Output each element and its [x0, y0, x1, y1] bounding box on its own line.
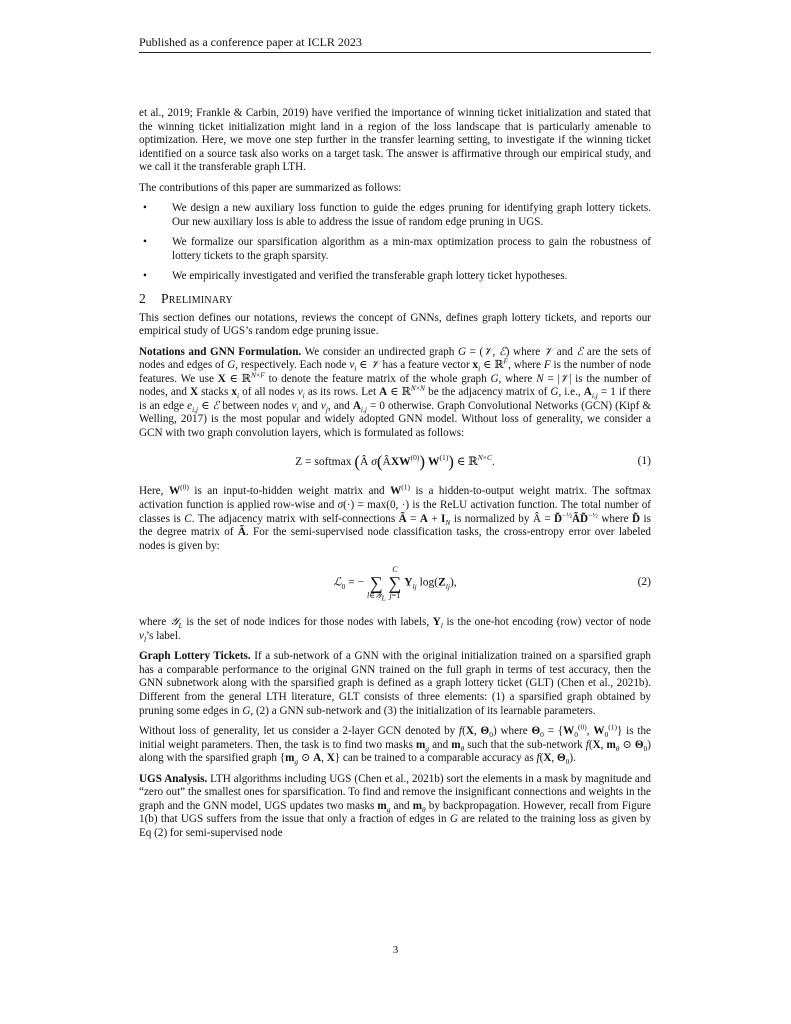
list-item-text: We design a new auxiliary loss function to guide the edges pruning for identifying graph lottery tickets. Our new auxiliary loss is able to address the issue of random edge pruning in UGS.: [172, 202, 651, 228]
section-number: 2: [139, 291, 146, 307]
page-number: 3: [392, 944, 399, 956]
contributions-list: [139, 202, 651, 284]
equation-number: (2): [637, 576, 651, 589]
equation-2-explanation: where 𝒴$_L$ is the set of node indices for those nodes with labels, $Y_l$ is the one-hot encoding (row) vector of node $v_l’s$ label.: [139, 616, 651, 644]
list-item-text: We formalize our sparsification algorithm as a min-max optimization process to gain the robustness of lottery tickets to the graph sparsity.: [172, 236, 651, 262]
glt-task-paragraph: Without loss of generality, let us consider a 2-layer GCN denoted by f(X, $\Theta_0$) where $\Theta_0 = \{W_0^{(0)}$, $W_0^{(1)}$} is the initial weight parameters. Then, the task is to find two masks $m_g$ and $m_\theta$ such that the sub-network f(X, $m_\theta$ ⊙ $\Theta_0$) along with the sparsified graph {$m_g$ ⊙ A, X} can be trained to a comparable accuracy as f(X, $\Theta_0$).: [139, 722, 652, 767]
paragraph-heading: UGS Analysis.: [139, 772, 208, 785]
notations-paragraph: Notations and GNN Formulation. We consider an undirected graph G = (𝒱, ℰ) where 𝒱 and ℰ are the sets of nodes and edges of G, respectively. Each node $v_i$ ∈ 𝒱 has a feature vector $x_i$ ∈ ℝ$^F$, where F is the number of node features. We use X ∈ ℝ$^{N\times F}$ to denote the feature matrix of the whole graph G, where N = |𝒱| is the number of nodes, and X stacks $x_i$ of all nodes $v_i$ as its rows. Let A ∈ ℝ$^{N\times N}$ be the adjacency matrix of G, i.e., $A_{i,j} = 1$ if there is an edge $e_{i,j}$ ∈ ℰ between nodes $v_i$ and $v_j$, and $A_{i,j} = 0$ otherwise. Graph Convolutional Networks (GCN) (Kipf & Welling, 2017) is the most popular and widely adopted GNN model. Without loss of generality, we consider a GCN with two graph convolution layers, which is formulated as follows:: [139, 345, 651, 439]
paragraph-heading: Notations and GNN Formulation.: [139, 345, 302, 358]
section-title: Preliminary: [161, 291, 233, 307]
page-body: [139, 107, 651, 847]
equation-1-explanation: Here, $W^{(0)}$ is an input-to-hidden weight matrix and $W^{(1)}$ is a hidden-to-output weight matrix. The softmax activation function is applied row-wise and σ(·) = max(0, ·) is the ReLU activation function. The total number of classes is C. The adjacency matrix with self-connections Ã = $A + I_N$ is normalized by Â = D̃$^{-\frac{1}{2}}$ÃD̃$^{-\frac{1}{2}}$ where D̃ is the degree matrix of Ã. For the semi-supervised node classification tasks, the cross-entropy error over labeled nodes is given by:: [139, 482, 652, 552]
section-heading: [139, 292, 651, 306]
list-item: [139, 236, 651, 263]
equation-number: (1): [637, 455, 651, 468]
bullet-icon: •: [143, 236, 147, 249]
list-item-text: We empirically investigated and verified the transferable graph lottery ticket hypotheses.: [172, 270, 568, 283]
equation-2: [139, 560, 651, 608]
running-header: Published as a conference paper at ICLR 2023: [139, 35, 362, 49]
ugs-paragraph: UGS Analysis. LTH algorithms including UGS (Chen et al., 2021b) sort the elements in a mask by magnitude and “zero out” the smallest ones for sparsification. To find and remove the insignificant connections and weights in the graph and the GNN model, UGS updates two masks $m_g$ and $m_\theta$ by backpropagation. However, recall from Figure 1(b) that UGS suffers from the issue that only a fraction of edges in G are related to the training loss as given by Eq (2) for semi-supervised node: [139, 772, 651, 839]
contributions-lead: The contributions of this paper are summarized as follows:: [139, 181, 402, 194]
equation-2-math: ℒ$_0$ = − ∑ l∈𝒴$_L$ C ∑ j=1 $Y_{lj}$ $\log(Z_{lj})$,: [333, 565, 457, 603]
intro-paragraph: et al., 2019; Frankle & Carbin, 2019) have verified the importance of winning ticket initialization and stated that the winning ticket initialization might land in a region of the loss landscape that is particularly amenable to optimization. Here, we move one step further in the transfer learning setting, to investigate if the winning ticket identified on a source task also works on a target task. The answer is affirmative through our empirical study, and we call it the transferable graph LTH.: [139, 107, 651, 174]
header-rule: [139, 52, 651, 53]
bullet-icon: •: [143, 270, 147, 283]
glt-paragraph: Graph Lottery Tickets. If a sub-network of a GNN with the original initialization trained on a sparsified graph has a comparable performance to the original GNN trained on the full graph in terms of test accuracy, then the GNN subnetwork along with the sparsified graph is defined as a graph lottery ticket (GLT) (Chen et al., 2021b). Different from the general LTH literature, GLT consists of three elements: (1) a sparsified graph obtained by pruning some edges in G, (2) a GNN sub-network and (3) the initialization of its learnable parameters.: [139, 650, 651, 717]
paragraph-heading: Graph Lottery Tickets.: [139, 650, 251, 663]
list-item: [139, 270, 651, 284]
equation-1: [139, 447, 651, 477]
equation-1-math: Z = softmax (Â σ(ÂXW$^{(0)}$) $W^{(1)}$) ∈ ℝ$^{N\times C}$.: [295, 452, 495, 472]
bullet-icon: •: [143, 202, 147, 215]
list-item: [139, 202, 651, 229]
section-intro: This section defines our notations, reviews the concept of GNNs, defines graph lottery tickets, and reports our empirical study of UGS’s random edge pruning issue.: [139, 311, 651, 338]
